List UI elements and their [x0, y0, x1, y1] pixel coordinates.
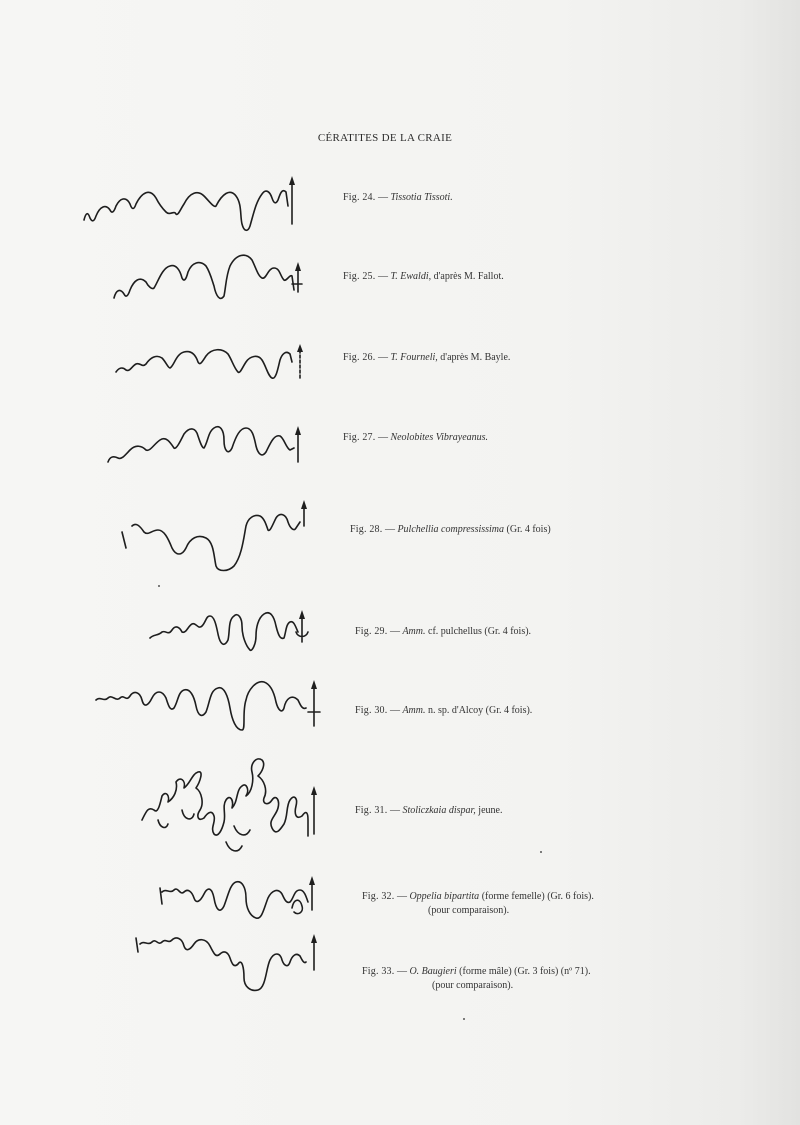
species-name: Neolobites Vibrayeanus.	[390, 432, 489, 443]
figure-caption-32	[362, 890, 594, 904]
print-speck	[158, 585, 160, 587]
suture-drawing-25	[110, 246, 310, 310]
caption-dash: —	[396, 891, 407, 902]
figure-caption-25	[343, 270, 504, 284]
caption-dash: —	[377, 271, 388, 282]
suture-drawing-28	[118, 496, 318, 576]
caption-note: d'après M. Fallot.	[433, 271, 504, 282]
caption-note: cf. pulchellus (Gr. 4 fois).	[428, 626, 532, 637]
figure-caption-33	[362, 965, 591, 979]
caption-note: n. sp. d'Alcoy (Gr. 4 fois).	[428, 705, 533, 716]
figure-caption-28	[350, 523, 551, 537]
species-name: Pulchellia compressissima	[397, 524, 505, 535]
caption-continuation-32: (pour comparaison).	[428, 905, 510, 916]
caption-dash: —	[377, 352, 388, 363]
figure-caption-27	[343, 431, 488, 445]
suture-drawing-24	[80, 176, 310, 238]
figure-number: Fig. 33.	[362, 966, 395, 977]
print-speck	[540, 851, 542, 853]
figure-number: Fig. 30.	[355, 705, 388, 716]
species-name: O. Baugieri	[409, 966, 457, 977]
plate-title: CÉRATITES DE LA CRAIE	[317, 132, 453, 144]
figure-number: Fig. 25.	[343, 271, 376, 282]
caption-note: (Gr. 4 fois)	[506, 524, 551, 535]
suture-drawing-27	[104, 420, 310, 472]
figure-caption-31	[355, 804, 502, 818]
caption-dash: —	[377, 192, 388, 203]
species-name: T. Fourneli,	[390, 352, 438, 363]
caption-note: jeune.	[478, 805, 503, 816]
caption-dash: —	[389, 626, 400, 637]
figure-number: Fig. 31.	[355, 805, 388, 816]
species-name: Amm.	[402, 705, 426, 716]
caption-continuation-33: (pour comparaison).	[432, 980, 514, 991]
suture-drawing-30	[92, 672, 328, 742]
figure-number: Fig. 32.	[362, 891, 395, 902]
species-name: Tissotia Tissoti.	[390, 192, 453, 203]
suture-drawing-29	[146, 604, 316, 660]
figure-number: Fig. 26.	[343, 352, 376, 363]
suture-drawing-33	[132, 928, 328, 996]
figure-caption-26	[343, 351, 510, 365]
caption-note: d'après M. Bayle.	[440, 352, 511, 363]
figure-number: Fig. 29.	[355, 626, 388, 637]
caption-dash: —	[389, 705, 400, 716]
figure-number: Fig. 28.	[350, 524, 383, 535]
species-name: Oppelia bipartita	[409, 891, 480, 902]
caption-dash: —	[396, 966, 407, 977]
figure-caption-30	[355, 704, 532, 718]
suture-drawing-26	[112, 340, 312, 390]
caption-note: (forme mâle) (Gr. 3 fois) (nº 71).	[459, 966, 591, 977]
caption-dash: —	[384, 524, 395, 535]
caption-dash: —	[377, 432, 388, 443]
caption-note: (forme femelle) (Gr. 6 fois).	[481, 891, 594, 902]
suture-drawing-31	[138, 750, 328, 862]
species-name: Stoliczkaia dispar,	[402, 805, 476, 816]
figure-number: Fig. 24.	[343, 192, 376, 203]
caption-dash: —	[389, 805, 400, 816]
figure-number: Fig. 27.	[343, 432, 376, 443]
figure-caption-24	[343, 191, 453, 205]
figure-caption-29	[355, 625, 531, 639]
species-name: T. Ewaldi,	[390, 271, 432, 282]
print-speck	[463, 1018, 465, 1020]
species-name: Amm.	[402, 626, 426, 637]
suture-drawing-32	[156, 868, 322, 930]
